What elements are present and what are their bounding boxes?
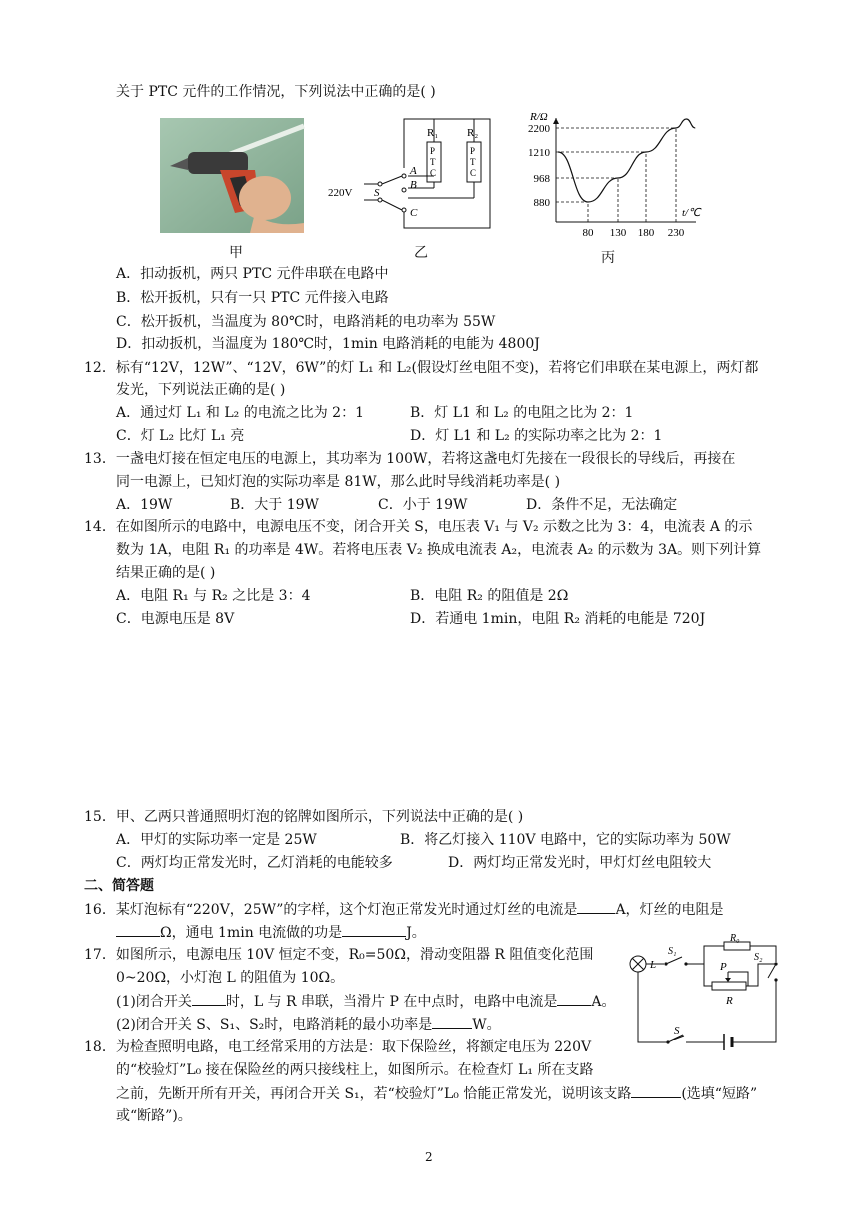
rt-chart bbox=[510, 104, 700, 244]
q11-option-d: D．扣动扳机，当温度为 180℃时，1min 电路消耗的电能为 4800J bbox=[116, 336, 540, 352]
q15-option-b: B．将乙灯接入 110V 电路中，它的实际功率为 50W bbox=[400, 832, 731, 848]
q17-line-4 bbox=[116, 1014, 501, 1035]
q13-option-b: B．大于 19W bbox=[230, 497, 319, 513]
r2-label: R₂ bbox=[467, 127, 479, 139]
q14-option-c: C．电源电压是 8V bbox=[116, 611, 235, 627]
caption-jia: 甲 bbox=[229, 245, 243, 261]
q16-text-2b: J。 bbox=[406, 925, 426, 941]
caption-bing: 丙 bbox=[601, 250, 615, 266]
q17-blank-power[interactable] bbox=[432, 1014, 472, 1029]
terminal-c-label: C bbox=[410, 207, 418, 219]
q12-stem-2: 发光，下列说法正确的是( ) bbox=[116, 382, 286, 398]
q17-label-s: S bbox=[674, 1025, 680, 1037]
q11-stem: 关于 PTC 元件的工作情况，下列说法中正确的是( ) bbox=[116, 84, 436, 100]
q17-label-r: R bbox=[726, 995, 733, 1007]
page-number: 2 bbox=[425, 1150, 433, 1164]
x-axis-label: t/℃ bbox=[682, 207, 701, 219]
q14-stem-2: 数为 1A，电阻 R₁ 的功率是 4W。若将电压表 V₂ 换成电流表 A₂，电流表 A₂ 的示数为 3A。则下列计算 bbox=[116, 542, 762, 558]
q18-line-1: 18．为检查照明电路，电工经常采用的方法是：取下保险丝，将额定电压为 220V bbox=[84, 1039, 592, 1055]
q14-option-d: D．若通电 1min，电阻 R₂ 消耗的电能是 720J bbox=[410, 611, 706, 627]
q14-option-a: A．电阻 R₁ 与 R₂ 之比是 3：4 bbox=[116, 588, 311, 604]
q17-label-s2: S₂ bbox=[754, 952, 763, 963]
q17-circuit-diagram bbox=[628, 933, 786, 1050]
q13-stem-2: 同一电源上，已知灯泡的实际功率是 81W，那么此时导线消耗功率是( ) bbox=[116, 474, 561, 490]
q17-label-l: L bbox=[650, 959, 657, 971]
q17-label-r0: R₀ bbox=[730, 933, 740, 944]
q17-label-s1: S₁ bbox=[668, 946, 677, 957]
q15-option-d: D．两灯均正常发光时，甲灯灯丝电阻较大 bbox=[448, 855, 712, 871]
switch-s-label: S bbox=[374, 187, 380, 199]
y-axis-label: R/Ω bbox=[530, 111, 548, 123]
q11-option-c: C．松开扳机，当温度为 80℃时，电路消耗的电功率为 55W bbox=[116, 314, 496, 330]
q12-option-a: A．通过灯 L₁ 和 L₂ 的电流之比为 2：1 bbox=[116, 405, 364, 421]
q16-line-1 bbox=[84, 899, 724, 920]
q15-option-a: A．甲灯的实际功率一定是 25W bbox=[116, 832, 317, 848]
q13-option-d: D．条件不足，无法确定 bbox=[526, 497, 678, 513]
svg-text:C: C bbox=[470, 168, 477, 178]
q13-option-a: A．19W bbox=[116, 497, 173, 513]
voltage-label: 220V bbox=[328, 187, 353, 199]
q17-text-4b: W。 bbox=[472, 1017, 501, 1033]
glue-gun-photo bbox=[160, 118, 304, 233]
q13-stem-1: 13．一盏电灯接在恒定电压的电源上，其功率为 100W，若将这盏电灯先接在一段很长的导线后，再接在 bbox=[84, 451, 736, 467]
q18-text-3a: 之前，先断开所有开关，再闭合开关 S₁，若“校验灯”L₀ 恰能正常发光，说明该支路 bbox=[116, 1086, 632, 1102]
svg-text:P: P bbox=[430, 146, 436, 156]
y-tick-label: 2200 bbox=[528, 123, 550, 135]
q18-line-4: 或“断路”)。 bbox=[116, 1108, 192, 1124]
x-tick-label: 80 bbox=[582, 227, 594, 239]
y-tick-label: 880 bbox=[533, 197, 550, 209]
svg-text:T: T bbox=[470, 157, 476, 167]
section-title: 二、简答题 bbox=[84, 878, 154, 894]
q17-text-3b: 时，L 与 R 串联，当滑片 P 在中点时，电路中电流是 bbox=[225, 994, 558, 1010]
q18-line-3 bbox=[116, 1083, 757, 1104]
q17-line-2: 0~20Ω，小灯泡 L 的阻值为 10Ω。 bbox=[116, 970, 345, 986]
q15-stem: 15．甲、乙两只普通照明灯泡的铭牌如图所示，下列说法中正确的是( ) bbox=[84, 809, 524, 825]
q11-option-b: B．松开扳机，只有一只 PTC 元件接入电路 bbox=[116, 290, 389, 306]
q16-text-2a: Ω，通电 1min 电流做的功是 bbox=[160, 925, 343, 941]
q18-text-3b: (选填“短路” bbox=[681, 1086, 758, 1102]
q16-line-2 bbox=[116, 922, 426, 943]
svg-text:C: C bbox=[430, 168, 437, 178]
svg-text:P: P bbox=[470, 146, 476, 156]
q17-text-3a: (1)闭合开关 bbox=[116, 994, 192, 1010]
q17-line-3 bbox=[116, 991, 615, 1012]
q15-option-c: C．两灯均正常发光时，乙灯消耗的电能较多 bbox=[116, 855, 393, 871]
q17-blank-switch[interactable] bbox=[192, 991, 226, 1006]
q16-blank-current[interactable] bbox=[577, 899, 615, 914]
q13-option-c: C．小于 19W bbox=[378, 497, 468, 513]
q16-blank-work[interactable] bbox=[342, 922, 406, 937]
r1-label: R₁ bbox=[427, 127, 439, 139]
q14-option-b: B．电阻 R₂ 的阻值是 2Ω bbox=[410, 588, 569, 604]
q18-line-2: 的“校验灯”L₀ 接在保险丝的两只接线柱上，如图所示。在检查灯 L₁ 所在支路 bbox=[116, 1062, 594, 1078]
q18-blank-fault[interactable] bbox=[631, 1083, 681, 1098]
q16-text-1a: 16．某灯泡标有“220V，25W”的字样，这个灯泡正常发光时通过灯丝的电流是 bbox=[84, 902, 578, 918]
q12-option-b: B．灯 L1 和 L₂ 的电阻之比为 2：1 bbox=[410, 405, 634, 421]
q14-stem-1: 14．在如图所示的电路中，电源电压不变，闭合开关 S，电压表 V₁ 与 V₂ 示数之比为 3：4，电流表 A 的示 bbox=[84, 519, 753, 535]
caption-yi: 乙 bbox=[414, 245, 428, 261]
q12-option-c: C．灯 L₂ 比灯 L₁ 亮 bbox=[116, 428, 245, 444]
svg-text:T: T bbox=[430, 157, 436, 167]
q17-text-3c: A。 bbox=[591, 994, 616, 1010]
ptc-circuit-diagram bbox=[324, 116, 494, 242]
q17-text-4a: (2)闭合开关 S、S₁、S₂时，电路消耗的最小功率是 bbox=[116, 1017, 433, 1033]
q17-label-p: P bbox=[720, 961, 727, 973]
x-tick-label: 130 bbox=[609, 227, 627, 239]
q12-option-d: D．灯 L1 和 L₂ 的实际功率之比为 2：1 bbox=[410, 428, 663, 444]
q17-line-1: 17．如图所示，电源电压 10V 恒定不变，R₀=50Ω，滑动变阻器 R 阻值变化范围 bbox=[84, 947, 594, 963]
q16-text-1b: A，灯丝的电阻是 bbox=[615, 902, 724, 918]
q12-stem-1: 12．标有“12V，12W”、“12V，6W”的灯 L₁ 和 L₂(假设灯丝电阻不变)，若将它们串联在某电源上，两灯都 bbox=[84, 360, 759, 376]
q16-blank-resistance[interactable] bbox=[116, 922, 160, 937]
x-tick-label: 180 bbox=[637, 227, 655, 239]
terminal-a-label: A bbox=[410, 165, 417, 177]
y-tick-label: 1210 bbox=[528, 147, 550, 159]
terminal-b-label: B bbox=[410, 179, 417, 191]
y-tick-label: 968 bbox=[533, 173, 550, 185]
q17-blank-current[interactable] bbox=[557, 991, 591, 1006]
x-tick-label: 230 bbox=[667, 227, 685, 239]
rt-curve bbox=[558, 119, 695, 202]
q14-stem-3: 结果正确的是( ) bbox=[116, 565, 216, 581]
q11-option-a: A．扣动扳机，两只 PTC 元件串联在电路中 bbox=[116, 266, 389, 282]
